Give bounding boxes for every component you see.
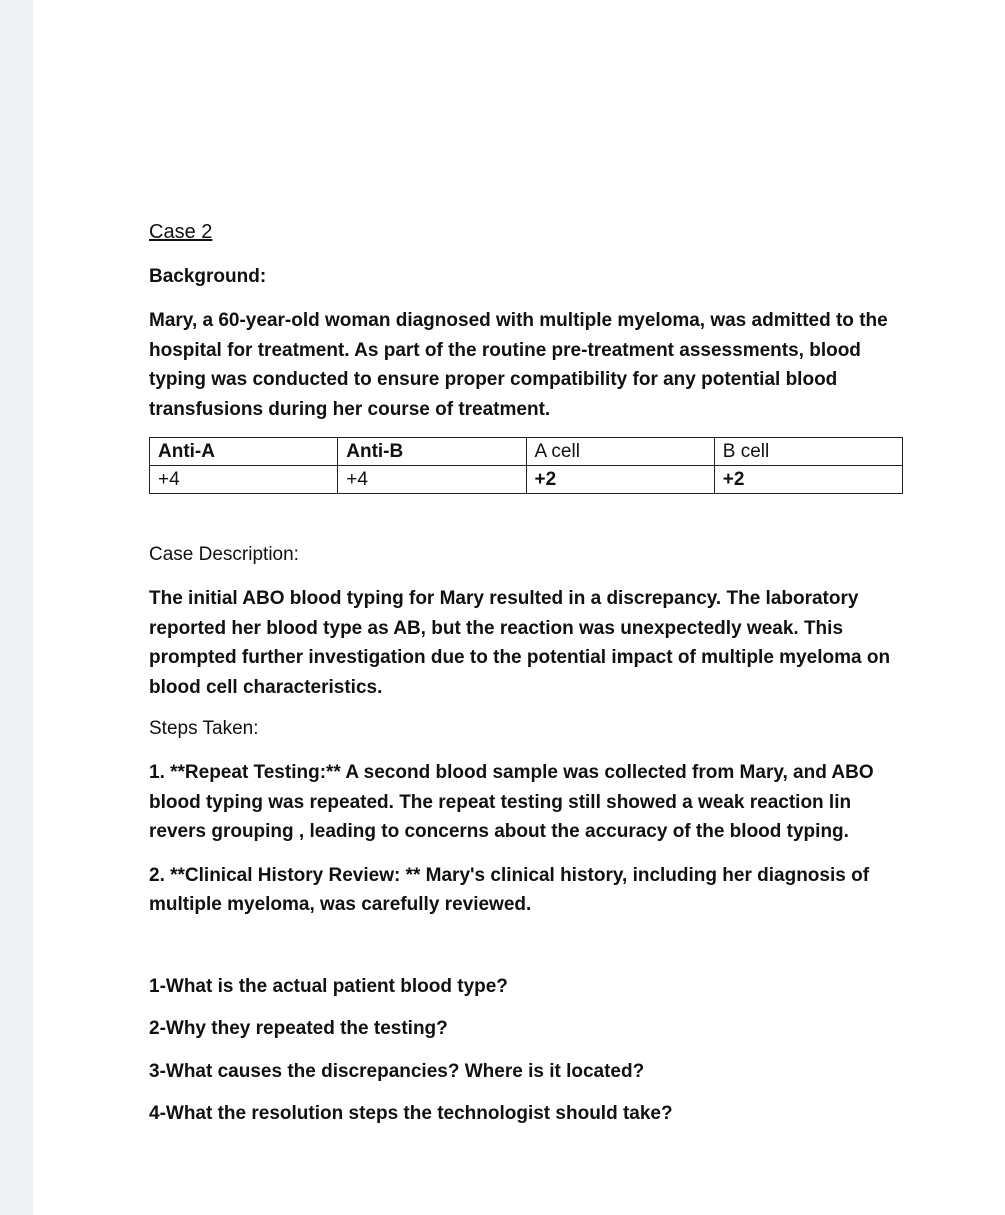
- table-header-cell: Anti-A: [150, 438, 338, 466]
- blood-typing-results-table: [149, 437, 903, 494]
- table-cell: +2: [526, 466, 714, 494]
- questions-list: [149, 974, 909, 1128]
- table-cell: +4: [338, 466, 526, 494]
- question-item: 4-What the resolution steps the technologist should take?: [149, 1103, 673, 1124]
- table-row: [150, 466, 903, 494]
- question-item: 1-What is the actual patient blood type?: [149, 975, 508, 997]
- question-item: 3-What causes the discrepancies? Where is it located?: [149, 1060, 645, 1082]
- table-header-row: [150, 438, 903, 466]
- case-description-paragraph: The initial ABO blood typing for Mary resulted in a discrepancy. The laboratory reported her blood type as AB, but the reaction was unexpectedly weak. This prompted further investigation due to the potential impact of multiple myeloma on blood cell characteristics.: [149, 588, 891, 698]
- case-description-label: Case Description:: [149, 544, 299, 565]
- question-item: 2-Why they repeated the testing?: [149, 1018, 448, 1039]
- document-content: [149, 219, 909, 1144]
- case-title: Case 2: [149, 221, 213, 243]
- background-label: Background:: [149, 266, 267, 287]
- table-header-cell: A cell: [526, 438, 714, 466]
- steps-taken-label: Steps Taken:: [149, 718, 259, 739]
- viewer-left-margin: [0, 0, 33, 1215]
- table-cell: +2: [714, 466, 902, 494]
- table-header-cell: Anti-B: [338, 438, 526, 466]
- background-paragraph: Mary, a 60-year-old woman diagnosed with multiple myeloma, was admitted to the hospital for treatment. As part of the routine pre-treatment assessments, blood typing was conducted to ensure proper compatibility for any potential blood transfusions during her course of treatment.: [149, 310, 888, 420]
- document-page: [33, 0, 1005, 1215]
- step-item: 2. **Clinical History Review: ** Mary's clinical history, including her diagnosis of multiple myeloma, was carefully reviewed.: [149, 864, 870, 915]
- table-header-cell: B cell: [714, 438, 902, 466]
- step-item: 1. **Repeat Testing:** A second blood sample was collected from Mary, and ABO blood typing was repeated. The repeat testing still showed a weak reaction lin revers grouping , leading to concerns about the accuracy of the blood typing.: [149, 762, 874, 842]
- table-cell: +4: [150, 466, 338, 494]
